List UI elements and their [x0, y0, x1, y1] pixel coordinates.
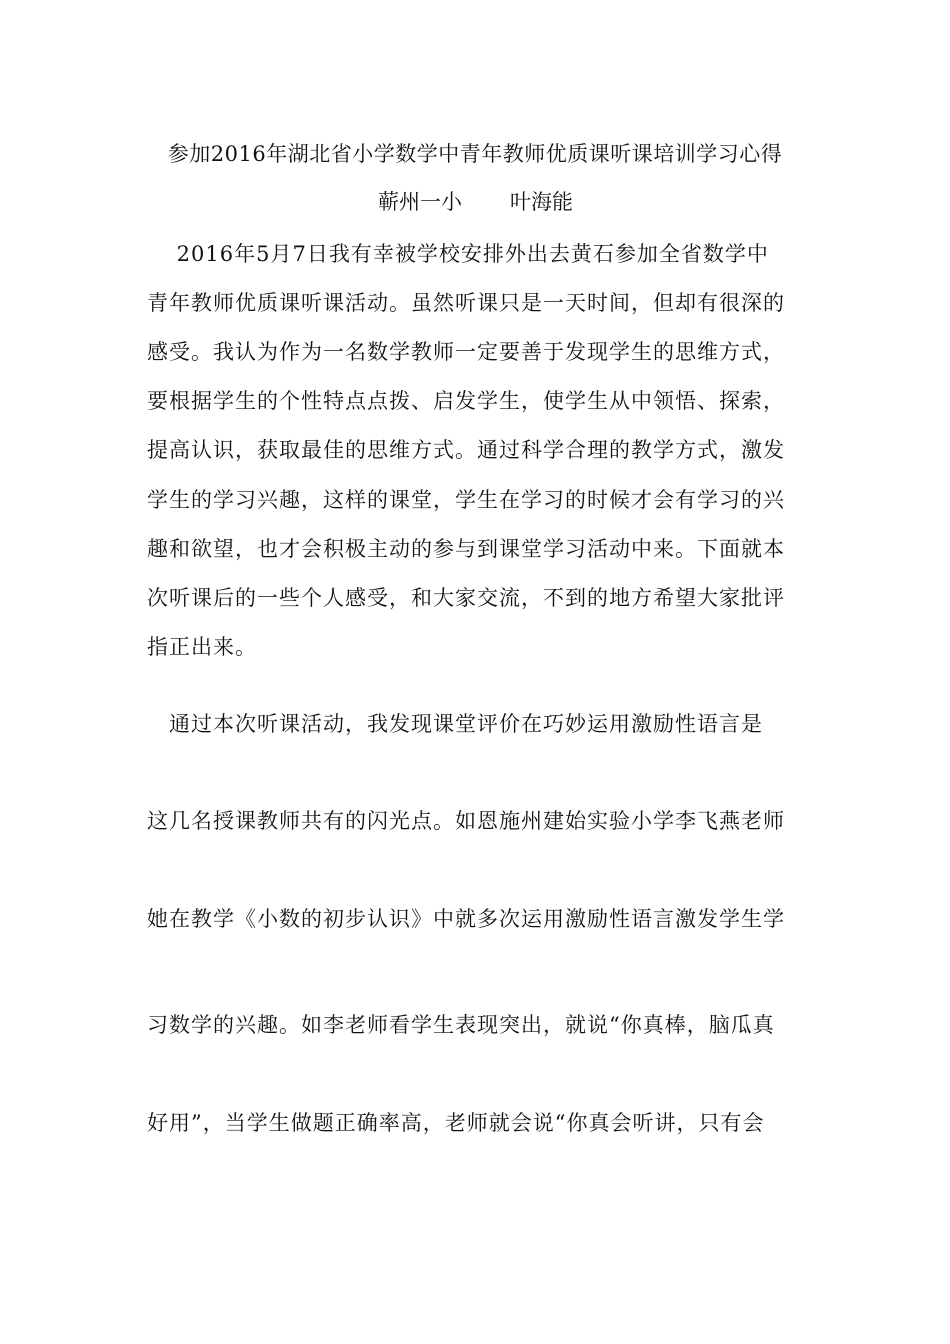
paragraph-1-line: 趣和欲望，也才会积极主动的参与到课堂学习活动中来。下面就本 — [147, 537, 785, 561]
paragraph-1-line: 2016年5月7日我有幸被学校安排外出去黄石参加全省数学中 — [147, 242, 769, 266]
paragraph-1-line: 学生的学习兴趣，这样的课堂，学生在学习的时候才会有学习的兴 — [147, 488, 785, 512]
paragraph-1-line: 感受。我认为作为一名数学教师一定要善于发现学生的思维方式， — [147, 340, 785, 364]
paragraph-2-line: 通过本次听课活动，我发现课堂评价在巧妙运用激励性语言是 — [147, 712, 763, 736]
paragraph-1-line: 指正出来。 — [147, 635, 257, 659]
paragraph-1-line: 次听课后的一些个人感受，和大家交流，不到的地方希望大家批评 — [147, 586, 785, 610]
author-school: 蕲州一小 — [378, 190, 462, 214]
paragraph-2-line: 她在教学《小数的初步认识》中就多次运用激励性语言激发学生学 — [147, 907, 785, 931]
author-name: 叶海能 — [510, 190, 573, 214]
paragraph-1-line: 青年教师优质课听课活动。虽然听课只是一天时间，但却有很深的 — [147, 291, 785, 315]
paragraph-1-line: 要根据学生的个性特点点拨、启发学生，使学生从中领悟、探索， — [147, 389, 785, 413]
paragraph-2-line: 好用”，当学生做题正确率高，老师就会说“你真会听讲，只有会 — [147, 1111, 765, 1135]
document-title: 参加2016年湖北省小学数学中青年教师优质课听课培训学习心得 — [167, 142, 783, 166]
paragraph-1-line: 提高认识，获取最佳的思维方式。通过科学合理的教学方式，激发 — [147, 438, 785, 462]
paragraph-2-line: 这几名授课教师共有的闪光点。如恩施州建始实验小学李飞燕老师 — [147, 809, 785, 833]
paragraph-2-line: 习数学的兴趣。如李老师看学生表现突出，就说“你真棒，脑瓜真 — [147, 1013, 775, 1037]
